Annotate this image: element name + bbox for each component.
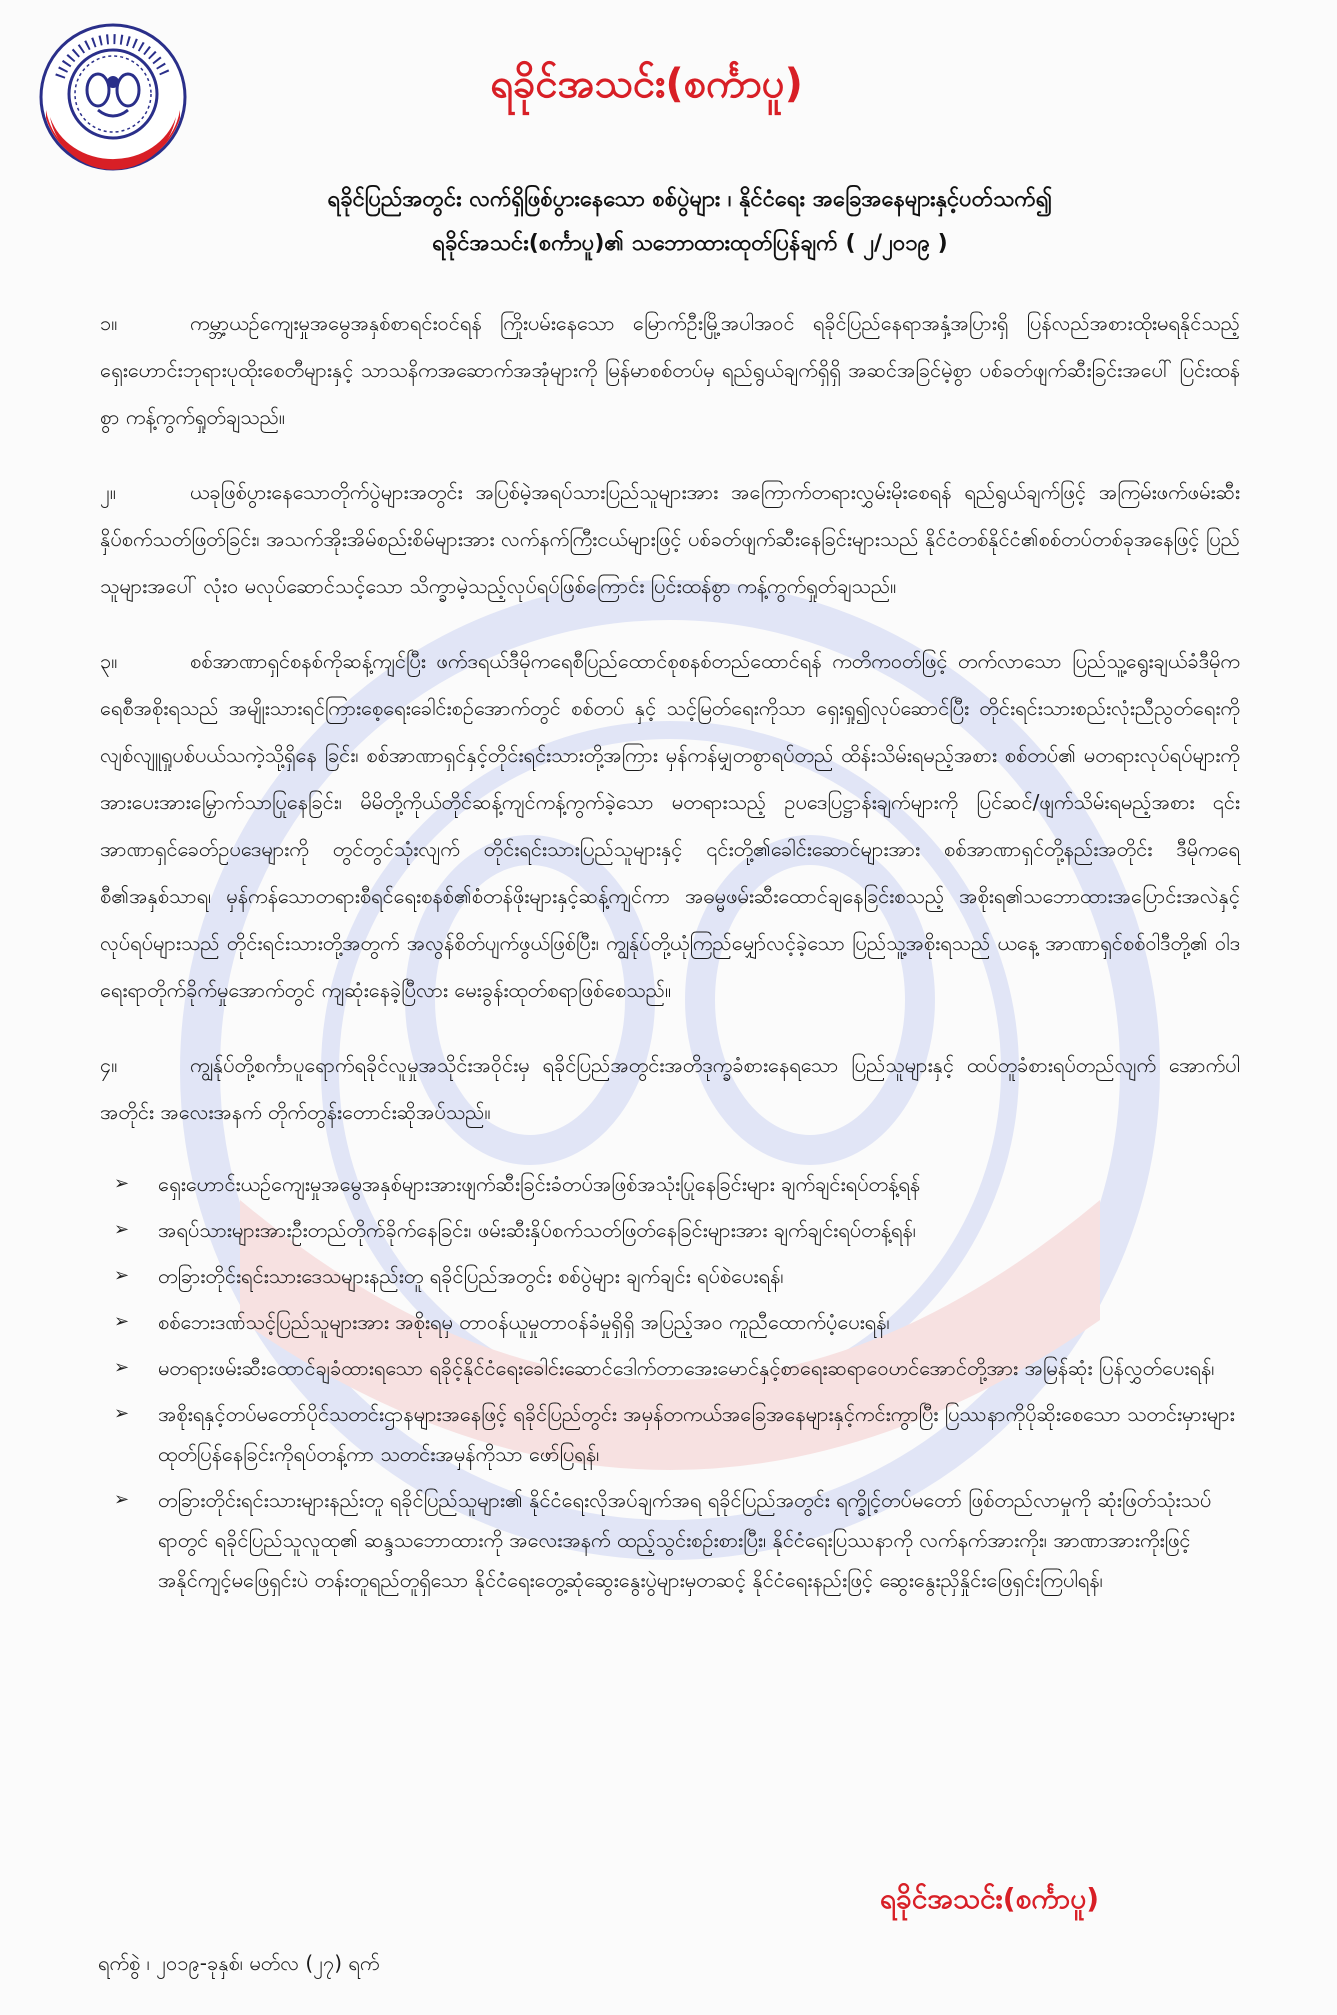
statement-body — [100, 300, 1240, 1606]
list-item: ➢ အစိုးရနှင့်တပ်မတော်ပိုင်သတင်းဌာနများအနေဖြင့် ရခိုင်ပြည်တွင်း အမှန်တကယ်အခြေအနေများနှင့်ကင်းကွာပြီး ပြဿနာကိုပိုဆိုးစေသော သတင်းမှားများထုတ်ပြန်နေခြင်းကိုရပ်တန့်ကာ သတင်းအမှန်ကိုသာ ဖော်ပြရန်၊ — [158, 1394, 1240, 1474]
arrow-bullet-icon: ➢ — [114, 1403, 130, 1424]
list-item: ➢ အရပ်သားများအားဦးတည်တိုက်ခိုက်နေခြင်း၊ ဖမ်းဆီးနှိပ်စက်သတ်ဖြတ်နေခြင်းများအား ချက်ချင်းရပ်တန့်ရန်၊ — [158, 1210, 1240, 1250]
arrow-bullet-icon: ➢ — [114, 1219, 130, 1240]
paragraph-4 — [100, 1042, 1240, 1136]
paragraph-text: ကျွန်ုပ်တို့စင်္ကာပူရောက်ရခိုင်လူမှုအသိုင်းအဝိုင်းမှ ရခိုင်ပြည်အတွင်းအတိဒုက္ခခံစားနေရသော ပြည်သူများနှင့် ထပ်တူခံစားရပ်တည်လျက် အောက်ပါအတိုင်း အလေးအနက် တိုက်တွန်းတောင်းဆိုအပ်သည်။ — [100, 1053, 1240, 1124]
arrow-bullet-icon: ➢ — [114, 1265, 130, 1286]
statement-date: ရက်စွဲ ၊ ၂၀၁၉-ခုနှစ်၊ မတ်လ (၂၇) ရက် — [98, 1951, 380, 1975]
statement-heading — [140, 178, 1240, 266]
paragraph-number: ၃။ — [100, 649, 118, 673]
arrow-bullet-icon: ➢ — [114, 1357, 130, 1378]
list-item: ➢ တခြားတိုင်းရင်းသားများနည်းတူ ရခိုင်ပြည်သူများ၏ နိုင်ငံရေးလိုအပ်ချက်အရ ရခိုင်ပြည်အတွင်း ရက္ခိုင့်တပ်မတော် ဖြစ်တည်လာမှုကို ဆုံးဖြတ်သုံးသပ်ရာတွင် ရခိုင်ပြည်သူလူထု၏ ဆန္ဒသဘောထားကို အလေးအနက် ထည့်သွင်းစဉ်းစားပြီး၊ နိုင်ငံရေးပြဿနာကို လက်နက်အားကိုး၊ အာဏာအားကိုးဖြင့် အနိုင်ကျင့်မဖြေရှင်းပဲ တန်းတူရည်တူရှိသော နိုင်ငံရေးတွေ့ဆုံဆွေးနွေးပွဲများမှတဆင့် နိုင်ငံရေးနည်းဖြင့် ဆွေးနွေးညှိနှိုင်းဖြေရှင်းကြပါရန်၊ — [158, 1480, 1240, 1600]
paragraph-number: ၂။ — [100, 480, 116, 504]
paragraph-text: စစ်အာဏာရှင်စနစ်ကိုဆန့်ကျင်ပြီး ဖက်ဒရယ်ဒီမိုကရေစီပြည်ထောင်စုစနစ်တည်ထောင်ရန် ကတိကဝတ်ဖြင့် တက်လာသော ပြည်သူ့ရွေးချယ်ခံဒီမိုကရေစီအစိုးရသည် အမျိုးသားရင်ကြားစေ့ရေးခေါင်းစဉ်အောက်တွင် စစ်တပ် နှင့် သင့်မြတ်ရေးကိုသာ ရှေးရှု၍လုပ်ဆောင်ပြီး တိုင်းရင်းသားစည်းလုံးညီညွတ်ရေးကို လျစ်လျူရှုပစ်ပယ်သကဲ့သို့ရှိနေ ခြင်း၊ စစ်အာဏာရှင်နှင့်တိုင်းရင်းသားတို့အကြား မှန်ကန်မျှတစွာရပ်တည် ထိန်းသိမ်းရမည့်အစား စစ်တပ်၏ မတရားလုပ်ရပ်များကို အားပေးအားမြှောက်သာပြုနေခြင်း၊ မိမိတို့ကိုယ်တိုင်ဆန့်ကျင်ကန့်ကွက်ခဲ့သော မတရားသည့် ဥပဒေပြဋ္ဌာန်းချက်များကို ပြင်ဆင်/ဖျက်သိမ်းရမည့်အစား ၎င်းအာဏာရှင်ခေတ်ဥပဒေများကို တွင်တွင်သုံးလျက် တိုင်းရင်းသားပြည်သူများနှင့် ၎င်းတို့၏ခေါင်းဆောင်များအား စစ်အာဏာရှင်တို့နည်းအတိုင်း ဒီမိုကရေစီ၏အနှစ်သာရ၊ မှန်ကန်သောတရားစီရင်ရေးစနစ်၏စံတန်ဖိုးများနှင့်ဆန့်ကျင်ကာ အဓမ္မဖမ်းဆီးထောင်ချနေခြင်းစသည့် အစိုးရ၏သဘောထားအပြောင်းအလဲနှင့်လုပ်ရပ်များသည် တိုင်းရင်းသားတို့အတွက် အလွန်စိတ်ပျက်ဖွယ်ဖြစ်ပြီး၊ ကျွန်ုပ်တို့ယုံကြည်မျှော်လင့်ခဲ့သော ပြည်သူ့အစိုးရသည် ယနေ့ အာဏာရှင်စစ်ဝါဒီတို့၏ ဝါဒရေးရာတိုက်ခိုက်မှုအောက်တွင် ကျဆုံးနေခဲ့ပြီလား မေးခွန်းထုတ်စရာဖြစ်စေသည်။ — [100, 649, 1240, 1002]
list-item: ➢ တခြားတိုင်းရင်းသားဒေသများနည်းတူ ရခိုင်ပြည်အတွင်း စစ်ပွဲများ ချက်ချင်း ရပ်စဲပေးရန်၊ — [158, 1256, 1240, 1296]
paragraph-1 — [100, 300, 1240, 441]
arrow-bullet-icon: ➢ — [114, 1311, 130, 1332]
organization-title: ရခိုင်အသင်း(စင်္ကာပူ) — [490, 61, 803, 107]
demands-list — [100, 1164, 1240, 1600]
list-item: ➢ မတရားဖမ်းဆီးထောင်ချခံထားရသော ရခိုင့်နိုင်ငံရေးခေါင်းဆောင်ဒေါက်တာအေးမောင်နှင့်စာရေးဆရာဝေဟင်အောင်တို့အား အမြန်ဆုံး ပြန်လွှတ်ပေးရန်၊ — [158, 1348, 1240, 1388]
arrow-bullet-icon: ➢ — [114, 1173, 130, 1194]
signature-organization: ရခိုင်အသင်း(စင်္ကာပူ) — [880, 1882, 1099, 1915]
list-item: ➢ စစ်ဘေးဒဏ်သင့်ပြည်သူများအား အစိုးရမှ တာဝန်ယူမှုတာဝန်ခံမှုရှိရှိ အပြည့်အဝ ကူညီထောက်ပံ့ပေးရန်၊ — [158, 1302, 1240, 1342]
organization-logo-icon — [38, 22, 188, 172]
paragraph-3 — [100, 638, 1240, 1014]
heading-line-1: ရခိုင်ပြည်အတွင်း လက်ရှိဖြစ်ပွားနေသော စစ်ပွဲများ ၊ နိုင်ငံရေး အခြေအနေများနှင့်ပတ်သက်၍ — [327, 187, 1053, 212]
paragraph-text: ကမ္ဘာ့ယဉ်ကျေးမှုအမွေအနှစ်စာရင်းဝင်ရန် ကြိုးပမ်းနေသော မြောက်ဦးမြို့အပါအဝင် ရခိုင်ပြည်နေရာအနှံ့အပြားရှိ ပြန်လည်အစားထိုးမရနိုင်သည့် ရှေးဟောင်းဘုရားပုထိုးစေတီများနှင့် သာသနိကအဆောက်အအုံများကို မြန်မာစစ်တပ်မှ ရည်ရွယ်ချက်ရှိရှိ အဆင်အခြင်မဲ့စွာ ပစ်ခတ်ဖျက်ဆီးခြင်းအပေါ် ပြင်းထန်စွာ ကန့်ကွက်ရှုတ်ချသည်။ — [100, 311, 1240, 429]
paragraph-number: ၄။ — [100, 1053, 118, 1077]
paragraph-text: ယခုဖြစ်ပွားနေသောတိုက်ပွဲများအတွင်း အပြစ်မဲ့အရပ်သားပြည်သူများအား အကြောက်တရားလွှမ်းမိုးစေရန် ရည်ရွယ်ချက်ဖြင့် အကြမ်းဖက်ဖမ်းဆီးနှိပ်စက်သတ်ဖြတ်ခြင်း၊ အသက်အိုးအိမ်စည်းစိမ်များအား လက်နက်ကြီးငယ်များဖြင့် ပစ်ခတ်ဖျက်ဆီးနေခြင်းများသည် နိုင်ငံတစ်နိုင်ငံ၏စစ်တပ်တစ်ခုအနေဖြင့် ပြည်သူများအပေါ် လုံးဝ မလုပ်ဆောင်သင့်သော သိက္ခာမဲ့သည့်လုပ်ရပ်ဖြစ်ကြောင်း ပြင်းထန်စွာ ကန့်ကွက်ရှုတ်ချသည်။ — [100, 480, 1240, 598]
arrow-bullet-icon: ➢ — [114, 1489, 130, 1510]
paragraph-number: ၁။ — [100, 311, 118, 335]
paragraph-2 — [100, 469, 1240, 610]
list-item: ➢ ရှေးဟောင်းယဉ်ကျေးမှုအမွေအနှစ်များအားဖျက်ဆီးခြင်းခံတပ်အဖြစ်အသုံးပြုနေခြင်းများ ချက်ချင်းရပ်တန့်ရန် — [158, 1164, 1240, 1204]
heading-line-2: ရခိုင်အသင်း(စင်္ကာပူ)၏ သဘောထားထုတ်ပြန်ချက် ( ၂/၂၀၁၉ ) — [432, 231, 948, 256]
